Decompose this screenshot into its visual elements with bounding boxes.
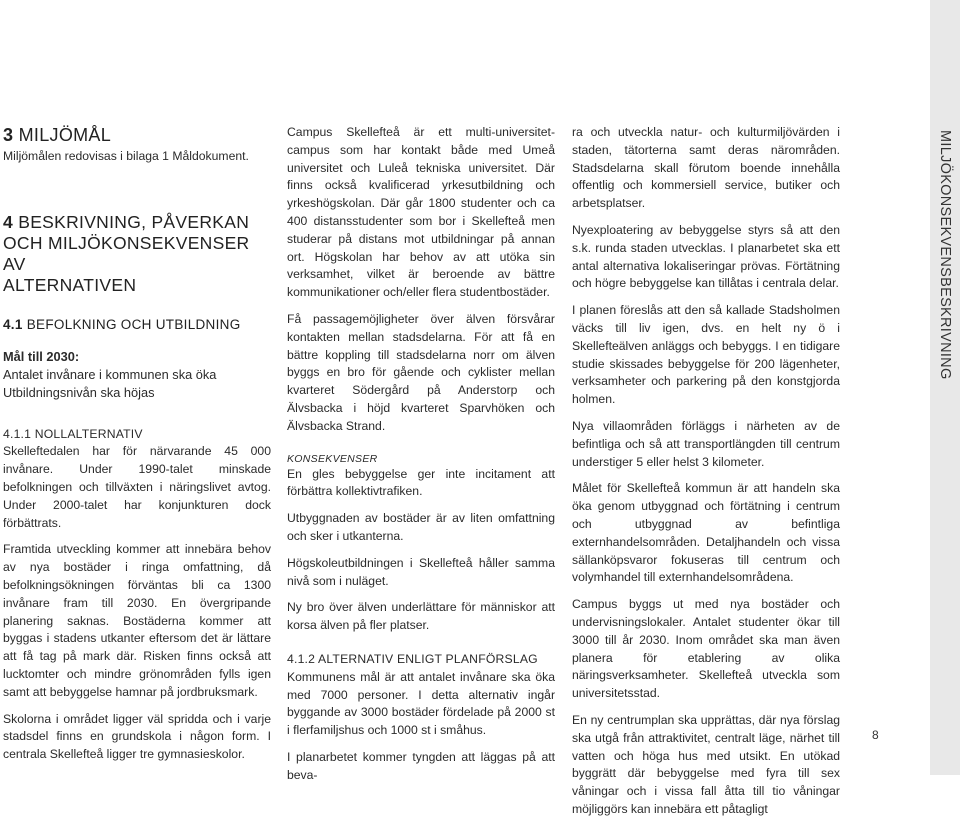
paragraph: Ny bro över älven underlättare för människor att korsa älven på fler platser. [287,600,555,633]
section-3-text: Miljömålen redovisas i bilaga 1 Måldokument. [3,149,249,163]
section-4-1-heading: 4.1 BEFOLKNING OCH UTBILDNING [3,316,241,332]
section-3-heading: 3 MILJÖMÅL [3,125,112,145]
paragraph: En ny centrumplan ska upprättas, där nya förslag ska utgå från attraktivitet, centralt läge, närhet till vatten och höga hus med utsikt. En utökad byggrätt där bebyggelse med fyra till sex våningar och i vissa fall åtta till tio våningar möjliggörs kan innebära ett påtagligt [572,712,840,816]
paragraph: Framtida utveckling kommer att innebära behov av nya bostäder i ringa omfattning, då befolkningsökningen förväntas bli ca 1300 invånare fram till 2030. En övergripande planering saknas. Bostäderna kommer att byggas i stadens utkanter eftersom det är lättare att få tag på mark där. Risken finns också att lucktomter och mindre grönområden fylls igen samt att bebyggelse hamnar på jordbruksmark. [3,542,271,699]
sidebar-title: MILJÖKONSEKVENSBESKRIVNING [937,130,953,380]
paragraph: I planarbetet kommer tyngden att läggas på att beva- [287,749,555,782]
section-4-1-1-heading: 4.1.1 NOLLALTERNATIV [3,426,143,441]
column-3 [572,124,840,819]
section-4-1-2-heading: 4.1.2 ALTERNATIV ENLIGT PLANFÖRSLAG [287,651,538,666]
column-1 [3,124,271,764]
paragraph: Campus Skellefteå är ett multi-universitet-campus som har kontakt både med Umeå universitet och Luleå tekniska universitet. Där finns också kvalificerad yrkesutbildning och yrkeshögskolan. Där går 1800 studenter och ca 400 distansstudenter som bor i Skellefteå men studerar på distans mot utbildningar på annan ort. Högskolan har behov av att utöka sin verksamhet, vilket är beroende av bättre kommunikationer och/eller flera studentbostäder. [287,125,555,300]
paragraph: En gles bebyggelse ger inte incitament att förbättra kollektivtrafiken. [287,466,555,499]
paragraph: Målet för Skellefteå kommun är att handeln ska öka genom utbyggnad och förtätning i centrum och utbyggnad av befintliga externhandelsområden. Detaljhandeln och vissa sällanköpsvaror fokuseras till centrum och volymhandel till externhandelsområdena. [572,481,840,585]
konsekvenser-heading: KONSEKVENSER [287,452,378,465]
paragraph: Skelleftedalen har för närvarande 45 000 invånare. Under 1990-talet minskade befolkningen och tillväxten i näringslivet avtog. Under 2000-talet har konjunkturen dock förbättrats. [3,444,271,530]
section-4-heading: 4 BESKRIVNING, PÅVERKAN OCH MILJÖKONSEKVENSER AV ALTERNATIVEN [3,211,250,295]
paragraph: Utbyggnaden av bostäder är av liten omfattning och sker i utkanterna. [287,511,555,543]
paragraph: Campus byggs ut med nya bostäder och undervisningslokaler. Antalet studenter ökar till 3000 till år 2030. Inom området ska man även planera för etablering av olika näringsverksamheter. Skellefteå utveckla som universitetsstad. [572,597,840,701]
goal-item: Utbildningsnivån ska höjas [3,385,155,401]
paragraph: Få passagemöjligheter över älven försvårar kontakten mellan stadsdelarna. För att få en bättre koppling till stadsdelarna norr om älven byggs en bro för gående och cyklister mellan kvarteret Södergård på Anderstorp och Älvsbacka i höjd kvarteret Sparvhöken och Älvsbacka Strand. [287,311,555,433]
goal-label: Mål till 2030: [3,348,80,364]
paragraph: Kommunens mål är att antalet invånare ska öka med 7000 personer. I detta alternativ ingår byggande av 3000 bostäder fördelade på 2000 st i flerfamiljshus och 1000 st i småhus. [287,669,555,738]
paragraph: Skolorna i området ligger väl spridda och i varje stadsdel finns en grundskola i någon form. I centrala Skellefteå ligger tre gymnasieskolor. [3,711,271,762]
paragraph: I planen föreslås att den så kallade Stadsholmen väcks till liv igen, dvs. en helt ny ö i Skellefteälven anläggs och bebyggs. I en tidigare studie skissades bebyggelse för 200 lägenheter, verksamheter och parkering på den konstgjorda holmen. [572,303,840,407]
paragraph: Högskoleutbildningen i Skellefteå håller samma nivå som i nuläget. [287,555,555,588]
column-2 [287,124,555,785]
paragraph: ra och utveckla natur- och kulturmiljövärden i staden, tätorterna samt deras närområden. Stadsdelarna skall förutom boende innehålla offentlig och kommersiell service, butiker och arbetsplatser. [572,125,840,211]
paragraph: Nya villaområden förläggs i närheten av de befintliga och så att transportlängden till centrum understiger 5 eller helst 3 kilometer. [572,418,840,469]
page-number: 8 [872,728,879,742]
goal-item: Antalet invånare i kommunen ska öka [3,366,217,382]
paragraph: Nyexploatering av bebyggelse styrs så att den s.k. runda staden utvecklas. I planarbetet ska ett antal alternativa lokaliseringar prövas. Förtätning och högre bebyggelse kan tillåtas i centrala delar. [572,222,840,291]
